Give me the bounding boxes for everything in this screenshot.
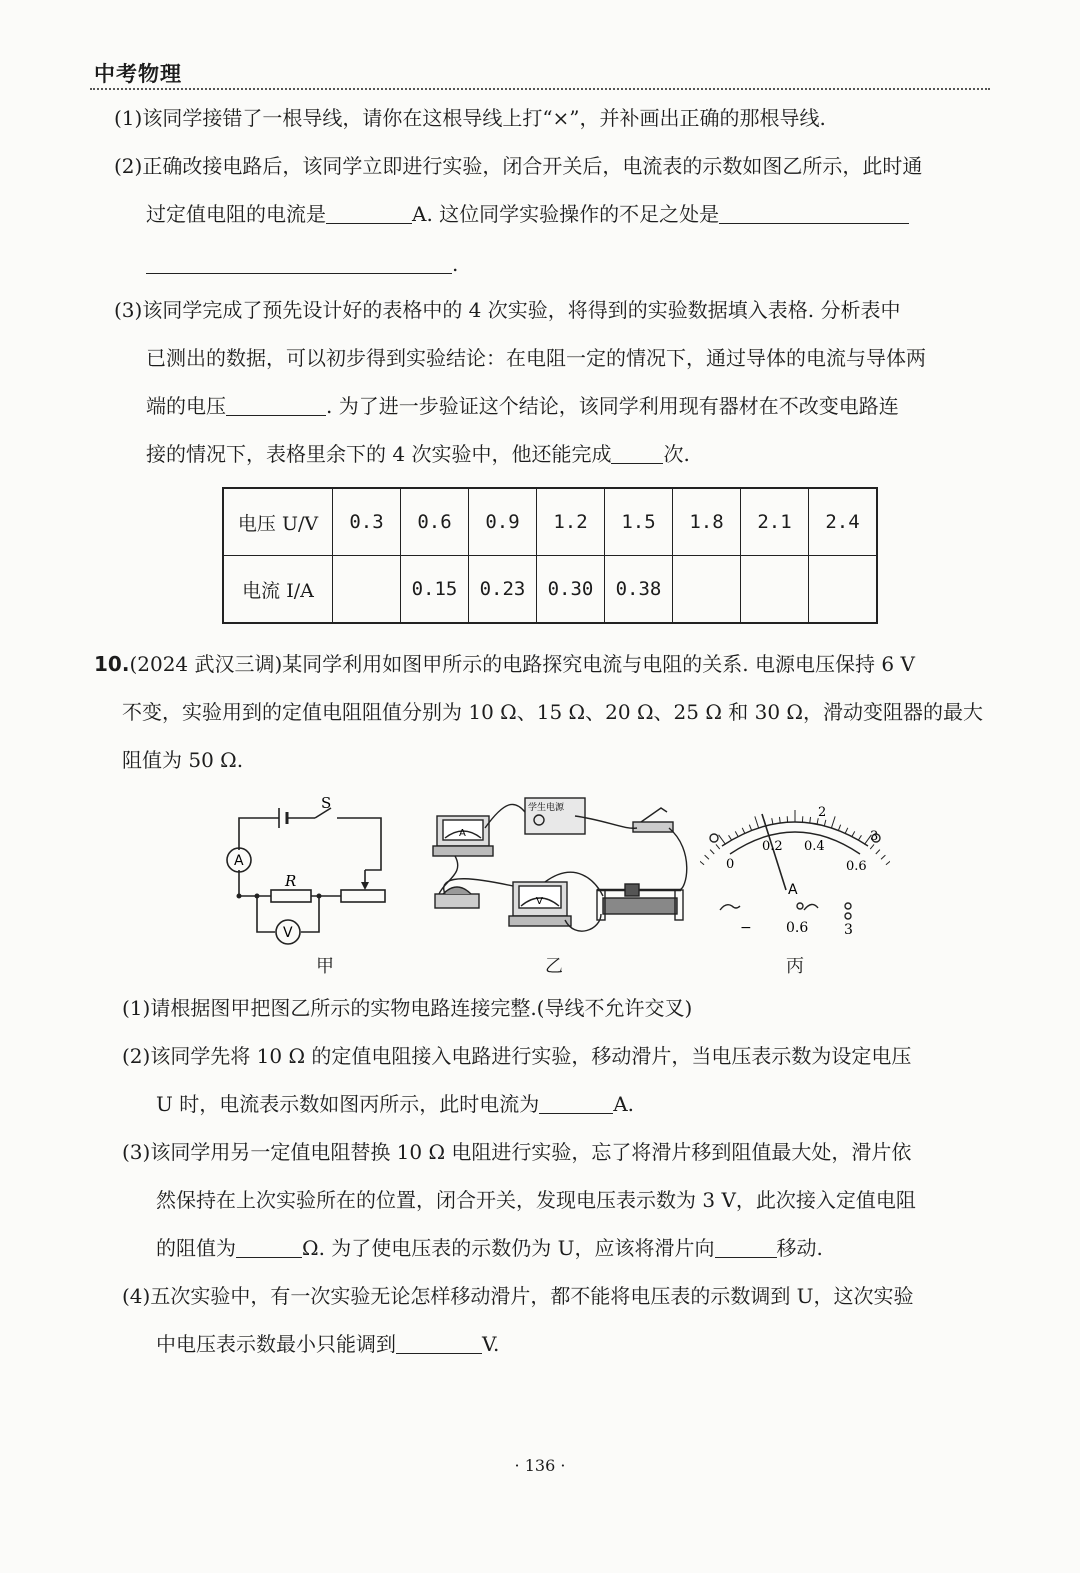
table-cell: 2.4 [809, 488, 878, 556]
scale-label-0: 0 [726, 857, 735, 872]
q9-part2-line1: (2)正确改接电路后，该同学立即进行实验，闭合开关后，电流表的示数如图乙所示，此时通 [114, 154, 923, 178]
answer-blank-relation[interactable] [226, 397, 326, 416]
table-cell: 1.2 [537, 488, 605, 556]
data-table [222, 487, 878, 624]
q10-part4-text-a: 中电压表示数最小只能调到 [156, 1332, 396, 1356]
q10-part3-line3 [156, 1238, 823, 1258]
scale-tick [831, 816, 835, 827]
table-cell: 1.5 [605, 488, 673, 556]
ammeter-face-label: A [459, 828, 466, 839]
table-cell: 0.6 [401, 488, 469, 556]
q9-part3-line1: (3)该同学完成了预先设计好的表格中的 4 次实验，将得到的实验数据填入表格. 分析表中 [114, 298, 901, 322]
voltmeter-symbol: V [283, 925, 293, 941]
page-header-title: 中考物理 [94, 62, 182, 86]
scale-label-0.2: 0.2 [762, 839, 783, 854]
q10-part1: (1)请根据图甲把图乙所示的实物电路连接完整.(导线不允许交叉) [122, 996, 693, 1020]
q9-part2-line3 [146, 254, 458, 274]
answer-blank-current[interactable] [326, 205, 412, 224]
answer-blank-direction[interactable] [715, 1239, 777, 1258]
q10-stem-line1: (2024 武汉三调)某同学利用如图甲所示的电路探究电流与电阻的关系. 电源电压保持 6 V [129, 652, 915, 676]
header-rule [90, 88, 990, 90]
q10-line1 [94, 654, 915, 674]
scale-tick [742, 828, 745, 833]
q10-part4-text-b: V. [482, 1332, 500, 1356]
q10-part2-line1: (2)该同学先将 10 Ω 的定值电阻接入电路进行实验，移动滑片，当电压表示数为设定电压 [122, 1044, 912, 1068]
scale-tick [852, 831, 855, 836]
scale-top-label-3: 3 [870, 829, 879, 844]
q10-line3: 阻值为 50 Ω. [122, 748, 244, 772]
answer-blank-count[interactable] [611, 445, 663, 464]
scale-top-label-2: 2 [818, 805, 827, 820]
q9-part3-line4 [146, 444, 690, 464]
answer-blank-min-voltage[interactable] [396, 1335, 482, 1354]
scale-tick [710, 850, 714, 854]
table-cell: 0.15 [401, 556, 469, 624]
table-cell: 0.3 [333, 488, 401, 556]
terminal-3: 3 [844, 922, 853, 938]
scale-tick [700, 861, 704, 865]
answer-blank-shortcoming-cont[interactable] [146, 255, 452, 274]
q10-line2: 不变，实验用到的定值电阻阻值分别为 10 Ω、15 Ω、20 Ω、25 Ω 和 30 Ω，滑动变阻器的最大 [122, 700, 984, 724]
q10-part3-text-a: 的阻值为 [156, 1236, 236, 1260]
table-cell: 2.1 [741, 488, 809, 556]
power-supply-label: 学生电源 [528, 803, 565, 813]
q9-part3-text-a: 端的电压 [146, 394, 226, 418]
question-number: 10. [94, 652, 130, 676]
scale-tick [845, 828, 848, 833]
q9-part3-line3 [146, 396, 899, 416]
scale-label-0.4: 0.4 [804, 839, 825, 854]
scale-tick [705, 855, 709, 859]
scale-tick [870, 844, 874, 849]
resistor-label: R [285, 872, 297, 890]
q10-part2-text-b: A. [613, 1092, 635, 1116]
scale-tick [735, 831, 738, 836]
table-cell [333, 556, 401, 624]
table-head-voltage: 电压 U/V [223, 488, 333, 556]
q10-part4-line1: (4)五次实验中，有一次实验无论怎样移动滑片，都不能将电压表的示数调到 U，这次实验 [122, 1284, 914, 1308]
scale-tick [824, 820, 825, 826]
q9-part3-text-b: . 为了进一步验证这个结论，该同学利用现有器材在不改变电路连 [326, 394, 899, 418]
scale-tick [729, 835, 732, 840]
scale-tick [886, 861, 890, 865]
q10-part2-line2 [156, 1094, 634, 1114]
table-cell [809, 556, 878, 624]
scale-tick [749, 825, 751, 831]
q9-part2-text-a: 过定值电阻的电流是 [146, 202, 326, 226]
answer-blank-current-bing[interactable] [539, 1095, 613, 1114]
q10-part4-line2 [156, 1334, 499, 1354]
table-cell: 0.23 [469, 556, 537, 624]
q10-part3-line2: 然保持在上次实验所在的位置，闭合开关，发现电压表示数为 3 V，此次接入定值电阻 [156, 1188, 916, 1212]
figure-label-yi: 乙 [545, 956, 563, 977]
scale-label-0.6: 0.6 [846, 859, 867, 874]
physical-circuit-yi [425, 790, 695, 950]
scale-tick [755, 816, 759, 827]
table-cell: 0.9 [469, 488, 537, 556]
q9-part3-text-c: 接的情况下，表格里余下的 4 次实验中，他还能完成 [146, 442, 612, 466]
q9-part2-text-b: A. 这位同学实验操作的不足之处是 [412, 202, 720, 226]
table-cell [673, 556, 741, 624]
circuit-diagram-jia [215, 790, 395, 950]
scale-tick [779, 817, 780, 823]
scale-tick [881, 855, 885, 859]
scale-tick [838, 825, 840, 831]
table-row-current [223, 556, 877, 624]
table-row-voltage [223, 488, 877, 556]
scale-tick [772, 818, 773, 824]
terminal-0.6: 0.6 [786, 920, 809, 936]
scale-tick [858, 835, 861, 840]
q9-part2-line2 [146, 204, 909, 224]
answer-blank-shortcoming[interactable] [719, 205, 909, 224]
q9-part3-line2: 已测出的数据，可以初步得到实验结论：在电阻一定的情况下，通过导体的电流与导体两 [146, 346, 926, 370]
scale-tick [810, 817, 811, 823]
q10-part3-text-c: 移动. [776, 1236, 823, 1260]
scale-tick [719, 835, 726, 845]
table-cell: 0.30 [537, 556, 605, 624]
switch-label: S [321, 794, 332, 812]
figure-label-jia: 甲 [316, 956, 334, 977]
ammeter-scale-bing [700, 790, 890, 950]
figure-label-bing: 丙 [786, 956, 804, 977]
page-number: · 136 · [514, 1456, 566, 1475]
q10-part2-text-a: U 时，电流表示数如图丙所示，此时电流为 [156, 1092, 540, 1116]
scale-tick [716, 844, 720, 849]
q10-part3-line1: (3)该同学用另一定值电阻替换 10 Ω 电阻进行实验，忘了将滑片移到阻值最大处，滑片依 [122, 1140, 912, 1164]
voltmeter-face-label: V [536, 896, 543, 907]
scale-unit: A [788, 882, 798, 898]
table-head-current: 电流 I/A [223, 556, 333, 624]
table-cell: 0.38 [605, 556, 673, 624]
answer-blank-resistance[interactable] [236, 1239, 302, 1258]
terminal-negative: − [740, 920, 752, 936]
q9-part1: (1)该同学接错了一根导线，请你在这根导线上打“×”，并补画出正确的那根导线. [114, 106, 826, 130]
q10-part3-text-b: Ω. 为了使电压表的示数仍为 U，应该将滑片向 [302, 1236, 715, 1260]
table-cell [741, 556, 809, 624]
scale-tick [876, 850, 880, 854]
ammeter-symbol: A [234, 853, 244, 869]
table-cell: 1.8 [673, 488, 741, 556]
q9-part3-text-d: 次. [663, 442, 690, 466]
q9-part2-period: . [452, 252, 459, 276]
